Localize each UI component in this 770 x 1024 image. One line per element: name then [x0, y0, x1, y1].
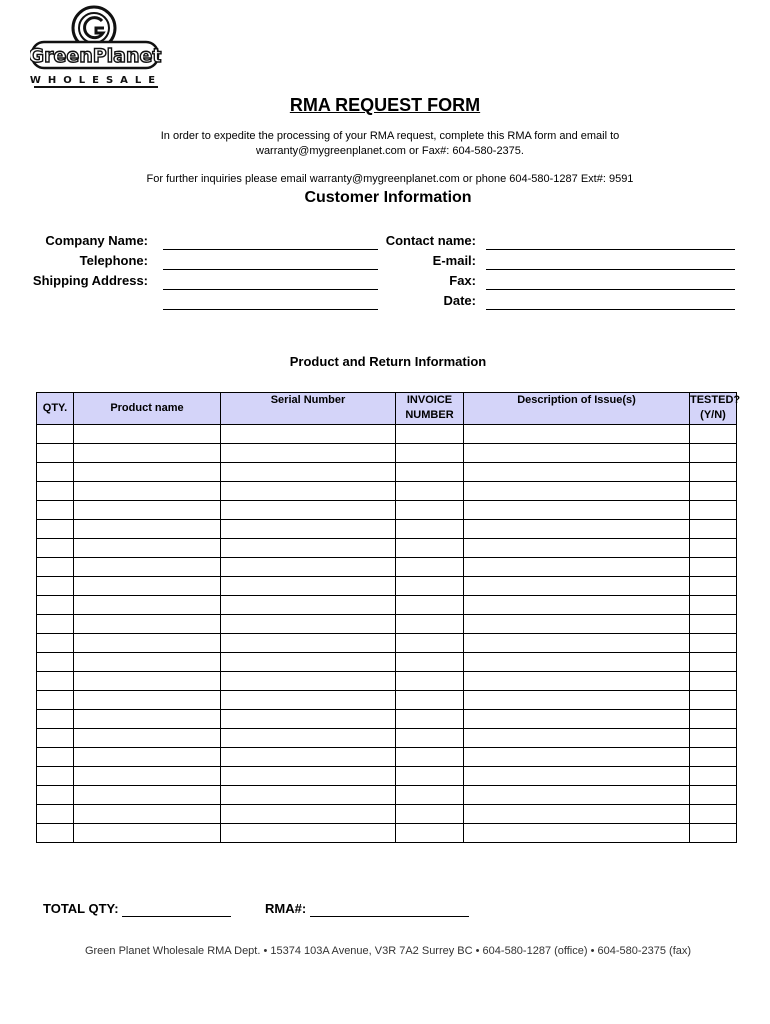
invoice-header-line-2: NUMBER: [405, 409, 454, 421]
date-label: Date:: [443, 293, 476, 308]
tested-cell[interactable]: [690, 482, 737, 501]
shipping-address-field[interactable]: [163, 289, 378, 290]
footer-address: Green Planet Wholesale RMA Dept. • 15374 103A Avenue, V3R 7A2 Surrey BC • 604-580-1287 (office) • 604-580-2375 (fax): [84, 945, 692, 957]
table-row: [37, 767, 737, 786]
intro-line-2: warranty@mygreenplanet.com or Fax#: 604-580-2375.: [256, 145, 524, 157]
company-name-label: Company Name:: [45, 233, 148, 248]
invoice-header-line-1: INVOICE: [406, 394, 453, 406]
tested-cell[interactable]: [690, 615, 737, 634]
invoice-number-cell[interactable]: [396, 539, 464, 558]
serial-number-cell[interactable]: [221, 463, 396, 482]
product-name-cell[interactable]: [74, 805, 221, 824]
rma-number-label: RMA#:: [265, 901, 307, 916]
table-row: [37, 653, 737, 672]
qty-cell[interactable]: [37, 615, 74, 634]
col-header-tested: [690, 393, 741, 425]
product-name-cell[interactable]: [74, 463, 221, 482]
description-cell[interactable]: [464, 501, 690, 520]
product-name-cell[interactable]: [74, 615, 221, 634]
invoice-number-cell[interactable]: [396, 767, 464, 786]
serial-number-cell[interactable]: [221, 786, 396, 805]
description-cell[interactable]: [464, 615, 690, 634]
description-cell[interactable]: [464, 444, 690, 463]
email-field[interactable]: [486, 269, 735, 270]
product-name-cell[interactable]: [74, 729, 221, 748]
customer-information-heading: Customer Information: [304, 189, 472, 206]
product-return-heading: Product and Return Information: [289, 354, 487, 369]
qty-cell[interactable]: [37, 577, 74, 596]
table-row: [37, 672, 737, 691]
table-row: [37, 634, 737, 653]
serial-number-cell[interactable]: [221, 539, 396, 558]
table-row: [37, 425, 737, 444]
tested-cell[interactable]: [690, 710, 737, 729]
col-header-invoice-number: [396, 393, 464, 425]
invoice-number-cell[interactable]: [396, 729, 464, 748]
tested-cell[interactable]: [690, 824, 737, 843]
serial-number-cell[interactable]: [221, 767, 396, 786]
tested-cell[interactable]: [690, 444, 737, 463]
table-row: [37, 558, 737, 577]
invoice-number-cell[interactable]: [396, 634, 464, 653]
intro-line-3: For further inquiries please email warranty@mygreenplanet.com or phone 604-580-1287 Ext#: 9591: [146, 173, 634, 185]
tested-cell[interactable]: [690, 767, 737, 786]
serial-number-cell[interactable]: [221, 444, 396, 463]
fax-label: Fax:: [449, 273, 476, 288]
product-name-cell[interactable]: [74, 501, 221, 520]
table-row: [37, 805, 737, 824]
table-row: [37, 463, 737, 482]
table-row: [37, 482, 737, 501]
product-name-cell[interactable]: [74, 482, 221, 501]
serial-number-cell[interactable]: [221, 710, 396, 729]
qty-cell[interactable]: [37, 520, 74, 539]
form-title: RMA REQUEST FORM: [289, 95, 481, 115]
description-cell[interactable]: [464, 786, 690, 805]
description-cell[interactable]: [464, 634, 690, 653]
date-field[interactable]: [486, 309, 735, 310]
telephone-label: Telephone:: [79, 253, 148, 268]
table-row: [37, 710, 737, 729]
greenplanet-logo-mark: [30, 4, 162, 90]
table-row: [37, 501, 737, 520]
product-name-cell[interactable]: [74, 444, 221, 463]
table-row: [37, 444, 737, 463]
product-return-table: [36, 392, 741, 843]
description-cell[interactable]: [464, 824, 690, 843]
product-name-cell[interactable]: [74, 786, 221, 805]
qty-cell[interactable]: [37, 501, 74, 520]
serial-number-cell[interactable]: [221, 596, 396, 615]
invoice-number-cell[interactable]: [396, 558, 464, 577]
serial-number-cell[interactable]: [221, 653, 396, 672]
tested-cell[interactable]: [690, 748, 737, 767]
table-row: [37, 520, 737, 539]
fax-field[interactable]: [486, 289, 735, 290]
product-name-cell[interactable]: [74, 653, 221, 672]
invoice-number-cell[interactable]: [396, 577, 464, 596]
total-qty-label: TOTAL QTY:: [43, 901, 119, 916]
product-name-cell[interactable]: [74, 558, 221, 577]
qty-cell[interactable]: [37, 539, 74, 558]
company-logo: [30, 4, 162, 90]
tested-cell[interactable]: [690, 425, 737, 444]
description-cell[interactable]: [464, 539, 690, 558]
description-cell[interactable]: [464, 425, 690, 444]
table-row: [37, 786, 737, 805]
table-row: [37, 824, 737, 843]
table-row: [37, 577, 737, 596]
table-row: [37, 748, 737, 767]
product-name-cell[interactable]: [74, 539, 221, 558]
qty-cell[interactable]: [37, 634, 74, 653]
product-name-cell[interactable]: [74, 767, 221, 786]
invoice-number-cell[interactable]: [396, 596, 464, 615]
table-row: [37, 729, 737, 748]
invoice-number-cell[interactable]: [396, 653, 464, 672]
product-name-cell[interactable]: [74, 672, 221, 691]
qty-cell[interactable]: [37, 748, 74, 767]
tested-cell[interactable]: [690, 501, 737, 520]
shipping-address-field-line-2[interactable]: [163, 309, 378, 310]
tested-header-line-1: TESTED?: [690, 394, 741, 406]
tested-cell[interactable]: [690, 653, 737, 672]
table-body: [37, 425, 737, 843]
description-cell[interactable]: [464, 558, 690, 577]
tested-cell[interactable]: [690, 729, 737, 748]
description-cell[interactable]: [464, 748, 690, 767]
qty-cell[interactable]: [37, 824, 74, 843]
tested-cell[interactable]: [690, 539, 737, 558]
description-cell[interactable]: [464, 672, 690, 691]
svg-text:WHOLESALE: WHOLESALE: [30, 75, 162, 86]
qty-cell[interactable]: [37, 425, 74, 444]
invoice-number-cell[interactable]: [396, 824, 464, 843]
serial-number-cell[interactable]: [221, 577, 396, 596]
serial-number-cell[interactable]: [221, 520, 396, 539]
invoice-number-cell[interactable]: [396, 672, 464, 691]
serial-number-cell[interactable]: [221, 482, 396, 501]
product-name-cell[interactable]: [74, 824, 221, 843]
table-row: [37, 596, 737, 615]
tested-cell[interactable]: [690, 463, 737, 482]
invoice-number-cell[interactable]: [396, 463, 464, 482]
tested-header-line-2: (Y/N): [700, 409, 726, 421]
serial-number-cell[interactable]: [221, 672, 396, 691]
telephone-field[interactable]: [163, 269, 378, 270]
col-header-description: Description of Issue(s): [464, 393, 690, 425]
description-cell[interactable]: [464, 596, 690, 615]
description-cell[interactable]: [464, 805, 690, 824]
tested-cell[interactable]: [690, 558, 737, 577]
qty-cell[interactable]: [37, 729, 74, 748]
col-header-product-name: Product name: [74, 393, 221, 425]
table-header-row: [37, 393, 737, 425]
product-name-cell[interactable]: [74, 425, 221, 444]
description-cell[interactable]: [464, 482, 690, 501]
product-name-cell[interactable]: [74, 748, 221, 767]
product-name-cell[interactable]: [74, 577, 221, 596]
rma-number-field[interactable]: [310, 916, 469, 917]
tested-cell[interactable]: [690, 691, 737, 710]
serial-number-cell[interactable]: [221, 824, 396, 843]
qty-cell[interactable]: [37, 444, 74, 463]
tested-cell[interactable]: [690, 596, 737, 615]
qty-cell[interactable]: [37, 463, 74, 482]
invoice-number-cell[interactable]: [396, 444, 464, 463]
description-cell[interactable]: [464, 463, 690, 482]
svg-text:GreenPlanet: GreenPlanet: [30, 45, 162, 67]
qty-cell[interactable]: [37, 767, 74, 786]
description-cell[interactable]: [464, 577, 690, 596]
serial-number-cell[interactable]: [221, 615, 396, 634]
qty-cell[interactable]: [37, 710, 74, 729]
tested-cell[interactable]: [690, 577, 737, 596]
invoice-number-cell[interactable]: [396, 425, 464, 444]
qty-cell[interactable]: [37, 596, 74, 615]
invoice-number-cell[interactable]: [396, 615, 464, 634]
email-label: E-mail:: [432, 253, 476, 268]
contact-name-label: Contact name:: [385, 233, 476, 248]
serial-number-cell[interactable]: [221, 558, 396, 577]
description-cell[interactable]: [464, 767, 690, 786]
total-qty-field[interactable]: [122, 916, 231, 917]
invoice-number-cell[interactable]: [396, 786, 464, 805]
invoice-number-cell[interactable]: [396, 520, 464, 539]
serial-number-cell[interactable]: [221, 805, 396, 824]
invoice-number-cell[interactable]: [396, 482, 464, 501]
invoice-number-cell[interactable]: [396, 805, 464, 824]
tested-cell[interactable]: [690, 672, 737, 691]
tested-cell[interactable]: [690, 805, 737, 824]
qty-cell[interactable]: [37, 672, 74, 691]
qty-cell[interactable]: [37, 558, 74, 577]
product-name-cell[interactable]: [74, 710, 221, 729]
invoice-number-cell[interactable]: [396, 748, 464, 767]
tested-cell[interactable]: [690, 520, 737, 539]
table-row: [37, 615, 737, 634]
contact-name-field[interactable]: [486, 249, 735, 250]
description-cell[interactable]: [464, 710, 690, 729]
serial-number-cell[interactable]: [221, 425, 396, 444]
qty-cell[interactable]: [37, 805, 74, 824]
company-name-field[interactable]: [163, 249, 378, 250]
qty-cell[interactable]: [37, 786, 74, 805]
product-name-cell[interactable]: [74, 520, 221, 539]
table-row: [37, 691, 737, 710]
invoice-number-cell[interactable]: [396, 710, 464, 729]
qty-cell[interactable]: [37, 653, 74, 672]
serial-number-cell[interactable]: [221, 634, 396, 653]
product-name-cell[interactable]: [74, 691, 221, 710]
qty-cell[interactable]: [37, 482, 74, 501]
description-cell[interactable]: [464, 729, 690, 748]
serial-number-cell[interactable]: [221, 748, 396, 767]
tested-cell[interactable]: [690, 786, 737, 805]
col-header-serial-number: Serial Number: [221, 393, 396, 425]
serial-number-cell[interactable]: [221, 501, 396, 520]
serial-number-cell[interactable]: [221, 729, 396, 748]
description-cell[interactable]: [464, 653, 690, 672]
description-cell[interactable]: [464, 520, 690, 539]
intro-line-1: In order to expedite the processing of your RMA request, complete this RMA form and email to: [160, 130, 620, 142]
shipping-address-label: Shipping Address:: [32, 273, 148, 288]
description-cell[interactable]: [464, 691, 690, 710]
invoice-number-cell[interactable]: [396, 691, 464, 710]
tested-cell[interactable]: [690, 634, 737, 653]
serial-number-cell[interactable]: [221, 691, 396, 710]
qty-cell[interactable]: [37, 691, 74, 710]
product-name-cell[interactable]: [74, 596, 221, 615]
invoice-number-cell[interactable]: [396, 501, 464, 520]
table-row: [37, 539, 737, 558]
col-header-qty: QTY.: [37, 393, 74, 425]
product-name-cell[interactable]: [74, 634, 221, 653]
